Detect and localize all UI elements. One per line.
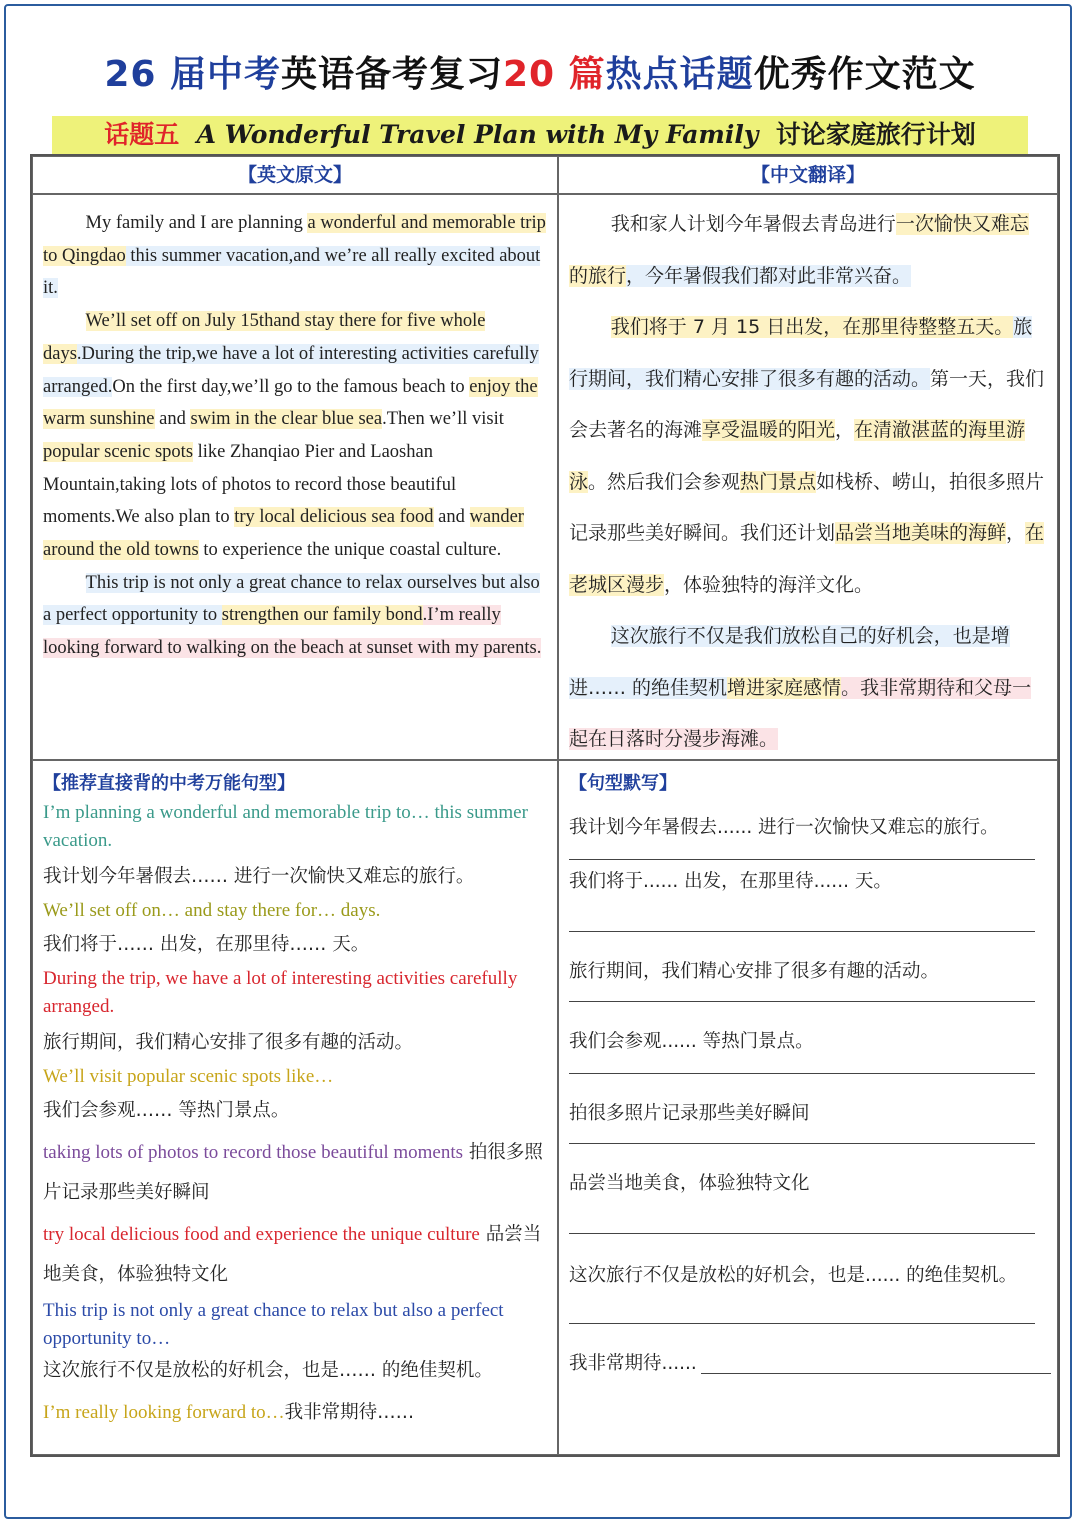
key-sentences-header: 【推荐直接背的中考万能句型】 xyxy=(43,773,295,794)
english-p2-segment-14: to experience the unique coastal culture. xyxy=(198,540,502,561)
content-table xyxy=(30,154,1060,1457)
dictation-answer-line-2[interactable] xyxy=(569,931,1035,932)
english-p2-segment-11: try local delicious sea food xyxy=(234,507,434,528)
english-p1-segment-3: this summer vacation xyxy=(125,245,289,266)
dictation-answer-line-5[interactable] xyxy=(569,1143,1035,1144)
title-part-5: 优秀作文范文 xyxy=(753,54,976,95)
key-sentence-5-en: taking lots of photos to record those beautiful moments xyxy=(43,1142,464,1163)
dictation-answer-line-6[interactable] xyxy=(569,1233,1035,1234)
dictation-answer-line-8[interactable] xyxy=(701,1373,1051,1374)
chinese-p2-segment-11: ， xyxy=(1006,522,1026,544)
english-paragraph-2 xyxy=(43,305,547,567)
english-p2-segment-5: enjoy the warm sunshine xyxy=(43,376,538,430)
chinese-p1-segment-2: 一次愉快又难忘的旅行 xyxy=(569,213,1029,287)
english-p3-segment-3: .I’m really looking forward to walking on the beach at sunset with my parents. xyxy=(43,605,542,659)
key-sentence-4-cn: 我们会参观…… 等热门景点。 xyxy=(43,1100,290,1121)
english-essay xyxy=(33,195,557,665)
english-p2-segment-8: .Then we’ll visit xyxy=(382,409,504,430)
dictation-answer-line-3[interactable] xyxy=(569,1001,1035,1002)
dictation-line-7: 这次旅行不仅是放松的好机会，也是...... 的绝佳契机。 xyxy=(569,1265,1018,1286)
english-p2-segment-12: and xyxy=(433,507,470,528)
title-part-4: 热点话题 xyxy=(605,54,754,95)
chinese-paragraph-1 xyxy=(569,199,1047,302)
chinese-translation-header: 【中文翻译】 xyxy=(558,156,1058,194)
english-p2-segment-4: On the first day,we’ll go to the famous beach to xyxy=(112,376,470,397)
dictation-line-2: 我们将于...... 出发，在那里待...... 天。 xyxy=(569,871,892,892)
english-p1-segment-2: a wonderful and memorable trip to Qingdao xyxy=(43,213,546,266)
chinese-p2-segment-9: 如栈桥、崂山，拍很多照片记录那些美好瞬间。我们还计划 xyxy=(569,470,1045,544)
dictation-line-1: 我计划今年暑假去...... 进行一次愉快又难忘的旅行。 xyxy=(569,817,999,838)
chinese-p2-segment-12: 在老城区漫步 xyxy=(569,522,1045,596)
key-sentences-cell xyxy=(32,760,558,1455)
key-sentence-1-cn: 我计划今年暑假去…… 进行一次愉快又难忘的旅行。 xyxy=(43,866,475,887)
key-sentence-2-en: We’ll set off on… and stay there for… days. xyxy=(43,900,381,921)
dictation-header: 【句型默写】 xyxy=(569,773,677,794)
english-p1-segment-1: My family and I are planning xyxy=(85,213,308,233)
key-sentence-7-cn: 这次旅行不仅是放松的好机会，也是…… 的绝佳契机。 xyxy=(43,1360,493,1381)
english-p2-segment-13: wander around the old towns xyxy=(43,507,524,561)
chinese-p1-segment-3: ，今年暑假我们都对此非常兴奋。 xyxy=(626,264,912,287)
title-part-1: 26 届中考 xyxy=(104,54,281,95)
english-p1-segment-4: ,and we’re all really excited about it. xyxy=(43,245,541,299)
dictation-answer-line-4[interactable] xyxy=(569,1073,1035,1074)
chinese-p2-segment-10: 品尝当地美味的海鲜 xyxy=(835,522,1007,544)
key-sentence-3-en: During the trip, we have a lot of interesting activities carefully arranged. xyxy=(43,968,518,1017)
topic-banner xyxy=(52,116,1028,154)
key-sentence-6 xyxy=(43,1215,553,1295)
key-sentence-6-cn: 品尝当地美食，体验独特文化 xyxy=(43,1224,542,1285)
english-p3-segment-2: strengthen our family bond xyxy=(221,605,423,626)
chinese-paragraph-2 xyxy=(569,302,1047,611)
key-sentence-3-cn: 旅行期间，我们精心安排了很多有趣的活动。 xyxy=(43,1032,414,1053)
title-part-3: 20 篇 xyxy=(502,54,606,95)
page-title xyxy=(0,50,1080,100)
chinese-p2-segment-2: 旅行期间，我们精心安排了很多有趣的活动。 xyxy=(569,316,1033,390)
english-p2-segment-9: popular scenic spots xyxy=(43,441,194,462)
chinese-p2-segment-1: 我们将于 7 月 15 日出发，在那里待整整五天。 xyxy=(610,316,1014,338)
chinese-p2-segment-4: 享受温暖的阳光 xyxy=(702,419,836,441)
chinese-p2-segment-3: 第一天，我们会去著名的海滩 xyxy=(569,367,1045,441)
english-p2-segment-10: like Zhanqiao Pier and Laoshan Mountain,taking lots of photos to record those beautiful moments.We also plan to xyxy=(43,441,457,528)
dictation-cell xyxy=(558,760,1058,1455)
chinese-paragraph-3 xyxy=(569,611,1047,766)
topic-english: A Wonderful Travel Plan with My Family xyxy=(196,120,759,149)
key-sentence-7-en: This trip is not only a great chance to relax but also a perfect opportunity to… xyxy=(43,1300,504,1349)
chinese-p2-segment-7: 。然后我们会参观 xyxy=(588,470,741,493)
chinese-essay-cell xyxy=(558,194,1058,760)
english-p2-segment-3: .During the trip,we have a lot of interesting activities carefully arranged. xyxy=(43,343,539,397)
dictation-line-5: 拍很多照片记录那些美好瞬间 xyxy=(569,1103,810,1124)
title-part-2: 英语备考复习 xyxy=(280,54,503,95)
dictation-answer-line-7[interactable] xyxy=(569,1323,1035,1324)
chinese-p1-segment-1: 我和家人计划今年暑假去青岛进行 xyxy=(610,213,896,235)
english-p2-segment-6: and xyxy=(154,409,191,430)
key-sentence-1-en: I’m planning a wonderful and memorable trip to… this summer vacation. xyxy=(43,802,528,851)
key-sentence-4-en: We’ll visit popular scenic spots like… xyxy=(43,1066,334,1087)
key-sentence-8-cn: 我非常期待…… xyxy=(284,1402,415,1423)
english-paragraph-3 xyxy=(43,567,547,665)
key-sentence-6-en: try local delicious food and experience the unique culture xyxy=(43,1224,480,1245)
english-p3-segment-1: This trip is not only a great chance to relax ourselves but also a perfect opportunity to xyxy=(43,572,540,626)
chinese-p2-segment-8: 热门景点 xyxy=(740,470,817,493)
english-p2-segment-7: swim in the clear blue sea xyxy=(190,409,383,430)
dictation-line-4: 我们会参观...... 等热门景点。 xyxy=(569,1031,814,1052)
key-sentence-5 xyxy=(43,1133,553,1213)
dictation-line-8: 我非常期待...... xyxy=(569,1353,697,1374)
topic-chinese: 讨论家庭旅行计划 xyxy=(775,120,976,149)
chinese-p3-segment-2: 增进家庭感情 xyxy=(727,676,842,699)
english-original-header: 【英文原文】 xyxy=(32,156,558,194)
english-paragraph-1 xyxy=(43,207,547,305)
chinese-p3-segment-1: 这次旅行不仅是我们放松自己的好机会，也是增进…… 的绝佳契机 xyxy=(569,625,1010,699)
chinese-p3-segment-3: 。我非常期待和父母一起在日落时分漫步海滩。 xyxy=(569,676,1032,750)
chinese-p2-segment-6: 在清澈湛蓝的海里游泳 xyxy=(569,419,1026,493)
english-essay-cell xyxy=(32,194,558,760)
key-sentence-8-en: I’m really looking forward to… xyxy=(43,1402,285,1423)
key-sentence-2-cn: 我们将于…… 出发，在那里待…… 天。 xyxy=(43,934,370,955)
chinese-p2-segment-13: ，体验独特的海洋文化。 xyxy=(664,573,874,596)
english-p2-segment-2: and stay there for five whole days xyxy=(43,311,486,364)
chinese-p2-segment-5: ， xyxy=(835,419,855,441)
dictation-line-6: 品尝当地美食，体验独特文化 xyxy=(569,1173,810,1194)
key-sentence-8 xyxy=(43,1393,553,1433)
dictation-answer-line-1[interactable] xyxy=(569,859,1035,860)
topic-label: 话题五 xyxy=(104,120,180,149)
chinese-essay xyxy=(559,195,1057,766)
english-p2-segment-1: We’ll set off on July 15th xyxy=(85,311,274,332)
key-sentence-5-cn: 拍很多照片记录那些美好瞬间 xyxy=(43,1142,543,1203)
dictation-line-3: 旅行期间，我们精心安排了很多有趣的活动。 xyxy=(569,961,940,982)
